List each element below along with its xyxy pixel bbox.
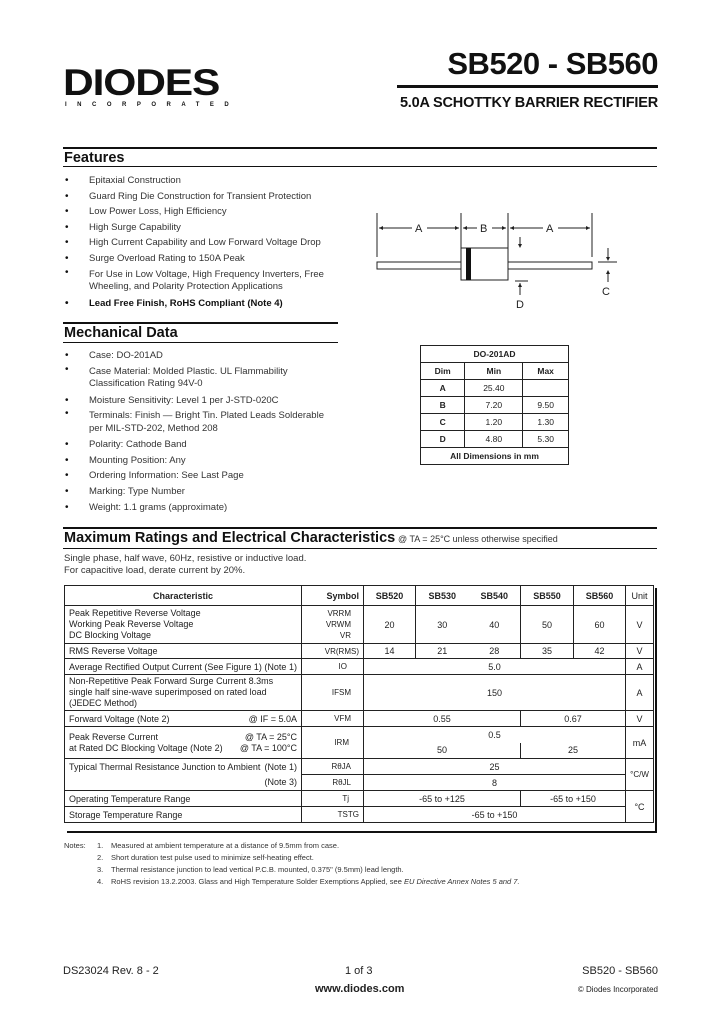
col-header-sb540: SB540 [469,586,521,606]
table-row: Peak Reverse Current @ TA = 25°C at Rated DC Blocking Voltage (Note 2) @ TA = 100°C IRM 0.5 mA [65,727,654,743]
mechanical-item: • Marking: Type Number [63,484,338,500]
ratings-table [64,585,654,823]
mechanical-list [63,348,338,515]
table-row: RMS Reverse Voltage VR(RMS) 14 21 28 35 42 V [65,644,654,659]
mechanical-heading: Mechanical Data [64,325,178,341]
dim-label-d: D [516,299,524,310]
diodes-logo [63,62,240,112]
mechanical-item: • Weight: 1.1 grams (approximate) [63,500,338,516]
mechanical-item: • Mounting Position: Any [63,453,338,469]
table-row: Peak Repetitive Reverse Voltage Working Peak Reverse Voltage DC Blocking Voltage VRRM VRWM VR 20 30 40 50 60 V [65,606,654,644]
logo-wordmark: DIODES [63,62,220,103]
ratings-condition: @ TA = 25°C unless otherwise specified [398,534,558,544]
dim-header: Dim [421,363,465,380]
mechanical-rule-bottom [63,342,338,343]
col-header-sb560: SB560 [574,586,626,606]
table-row: Storage Temperature Range TSTG -65 to +150 [65,807,654,823]
dim-cell: C [421,414,465,431]
ratings-intro [64,553,306,577]
feature-item: • Guard Ring Die Construction for Transient Protection [63,189,338,205]
footer-page-number: 1 of 3 [345,965,373,977]
package-outline-diagram [365,200,665,310]
dim-cell: 7.20 [465,397,523,414]
dim-cell: A [421,380,465,397]
note-item: 1. Measured at ambient temperature at a distance of 9.5mm from case. [97,841,340,850]
table-row: (Note 3) RθJL 8 [65,775,654,791]
ratings-rule-bottom [63,548,657,549]
table-row: Forward Voltage (Note 2) @ IF = 5.0A VFM 0.55 0.67 V [65,711,654,727]
dim-cell: 25.40 [465,380,523,397]
dim-row [421,380,569,397]
notes-label: Notes: [64,841,86,850]
dim-cell [523,380,569,397]
feature-item: • Epitaxial Construction [63,173,338,189]
dim-row [421,414,569,431]
dim-header: Min [465,363,523,380]
footer-website-link[interactable]: www.diodes.com [315,983,405,995]
table-row: 50 25 [65,743,654,759]
dim-row [421,397,569,414]
dim-cell: B [421,397,465,414]
dim-label-a2: A [546,223,554,235]
mechanical-item: • Ordering Information: See Last Page [63,468,338,484]
col-header-sb520: SB520 [364,586,416,606]
col-header-unit: Unit [626,586,654,606]
dim-row [421,431,569,448]
dim-label-c: C [602,286,610,298]
mechanical-item: • Polarity: Cathode Band [63,437,338,453]
table-row: Average Rectified Output Current (See Figure 1) (Note 1) IO 5.0 A [65,659,654,675]
notes-section [64,840,520,888]
ratings-rule-top [63,527,657,529]
dim-table-footer: All Dimensions in mm [421,448,569,465]
dim-cell: 5.30 [523,431,569,448]
col-header-symbol: Symbol [302,586,364,606]
product-subtitle: 5.0A SCHOTTKY BARRIER RECTIFIER [399,95,658,111]
col-header-sb530: SB530 [416,586,469,606]
col-header-characteristic: Characteristic [65,586,302,606]
dim-header: Max [523,363,569,380]
footer-copyright: © Diodes Incorporated [577,985,658,994]
part-number-title: SB520 - SB560 [447,46,658,81]
features-rule-bottom [63,166,657,167]
feature-item: • Low Power Loss, High Efficiency [63,204,338,220]
features-list [63,173,338,311]
footer-doc-id: DS23024 Rev. 8 - 2 [63,965,159,977]
intro-line: Single phase, half wave, 60Hz, resistive or inductive load. [64,553,307,564]
feature-item-rohs: • Lead Free Finish, RoHS Compliant (Note 4) [63,296,338,312]
feature-item: • High Surge Capability [63,220,338,236]
note-item: 3. Thermal resistance junction to lead vertical P.C.B. mounted, 0.375" (9.5mm) lead length. [97,865,404,874]
table-row: Operating Temperature Range Tj -65 to +125 -65 to +150 °C [65,791,654,807]
features-rule-top [63,147,657,149]
logo-subtitle: INCORPORATED [65,102,240,108]
feature-item: • For Use in Low Voltage, High Frequency Inverters, Free Wheeling, and Polarity Protection Applications [63,267,338,296]
ratings-heading: Maximum Ratings and Electrical Characteristics [64,530,396,546]
table-row: Typical Thermal Resistance Junction to Ambient (Note 1) RθJA 25 °C/W [65,759,654,775]
mechanical-item: • Moisture Sensitivity: Level 1 per J-STD-020C [63,393,338,409]
dim-cell: 1.20 [465,414,523,431]
note-item: 4. RoHS revision 13.2.2003. Glass and High Temperature Solder Exemptions Applied, see EU Directive Annex Notes 5 and 7. [97,877,520,886]
col-header-sb550: SB550 [521,586,574,606]
mechanical-rule-top [63,322,338,324]
features-heading: Features [64,150,125,166]
feature-item: • High Current Capability and Low Forward Voltage Drop [63,235,338,251]
ratings-table-wrap [64,585,656,832]
dim-cell: 9.50 [523,397,569,414]
footer-part-number: SB520 - SB560 [582,965,658,977]
mechanical-item: • Case Material: Molded Plastic. UL Flammability Classification Rating 94V-0 [63,364,338,393]
intro-line: For capacitive load, derate current by 20%. [64,565,246,576]
mechanical-item: • Terminals: Finish — Bright Tin. Plated Leads Solderable per MIL-STD-202, Method 208 [63,408,338,437]
note-item: 2. Short duration test pulse used to minimize self-heating effect. [97,853,314,862]
mechanical-item: • Case: DO-201AD [63,348,338,364]
title-rule [397,85,658,88]
dimensions-table [420,345,569,465]
feature-item: • Surge Overload Rating to 150A Peak [63,251,338,267]
dim-label-a: A [415,223,423,235]
table-row: Non-Repetitive Peak Forward Surge Current 8.3ms single half sine-wave superimposed on rated load (JEDEC Method) IFSM 150 A [65,675,654,711]
dim-label-b: B [480,223,488,235]
dim-table-title: DO-201AD [421,346,569,363]
dim-cell: 4.80 [465,431,523,448]
dim-cell: D [421,431,465,448]
dim-cell: 1.30 [523,414,569,431]
